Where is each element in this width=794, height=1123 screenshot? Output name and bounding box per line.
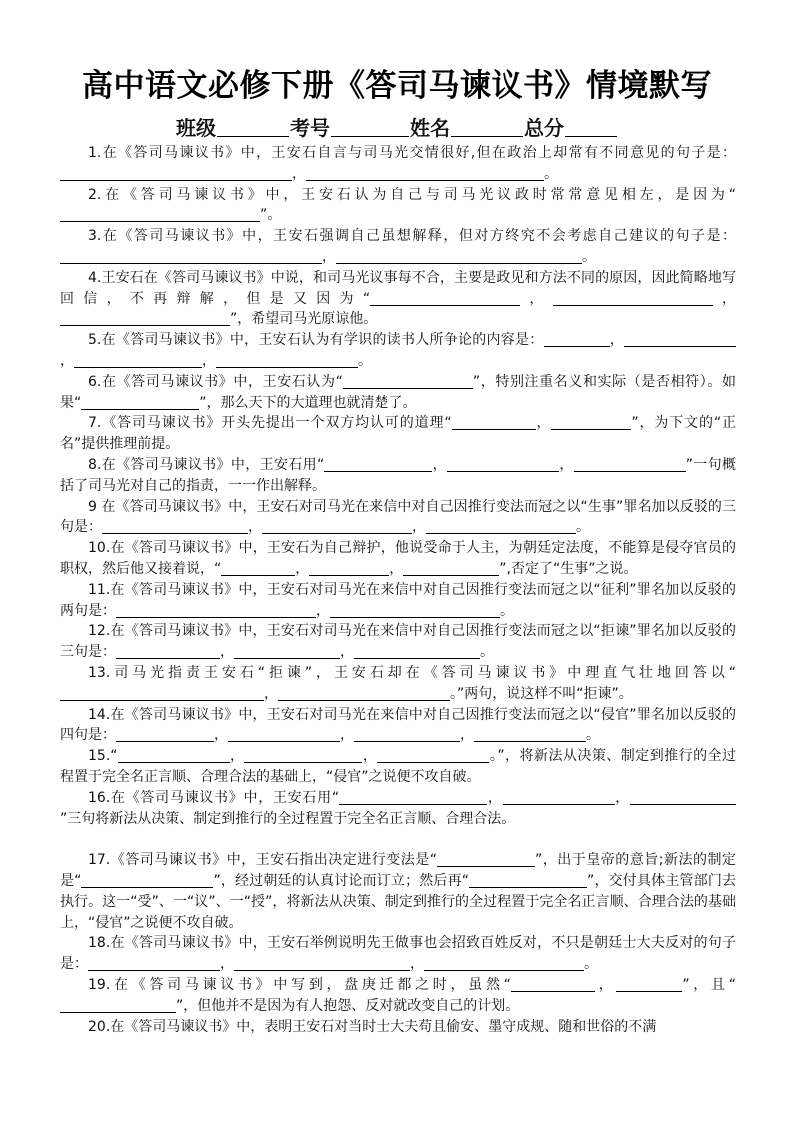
question-text: 9 在《答司马谏议书》中，王安石对司马光在来信中对自己因推行变法而冠之以“生事”罪名加以反驳的三句是： bbox=[60, 498, 736, 536]
question-text: ”，希望司马光原谅他。 bbox=[230, 311, 378, 328]
question-text: ， bbox=[609, 332, 625, 349]
field-blank[interactable] bbox=[217, 118, 289, 137]
answer-blank[interactable] bbox=[60, 248, 322, 264]
answer-blank[interactable] bbox=[452, 414, 536, 430]
answer-blank[interactable] bbox=[354, 726, 460, 742]
answer-blank[interactable] bbox=[118, 747, 230, 763]
question-text: 20.在《答司马谏议书》中，表明王安石对当时士大夫苟且偷安、墨守成规、随和世俗的不满 bbox=[88, 1018, 657, 1035]
question-text: ”，且“ bbox=[682, 977, 736, 994]
question-item bbox=[60, 455, 736, 497]
field-label: 考号 bbox=[290, 116, 330, 140]
page-title: 高中语文必修下册《答司马谏议书》情境默写 bbox=[82, 68, 712, 104]
question-text: ”，那么天下的大道理也就清楚了。 bbox=[199, 394, 417, 411]
answer-blank[interactable] bbox=[377, 747, 489, 763]
question-text: 。 bbox=[586, 727, 600, 744]
question-item bbox=[60, 413, 736, 455]
question-text: ， bbox=[558, 456, 574, 473]
question-item bbox=[60, 788, 736, 830]
question-text: 7.《答司马谏议书》开头先提出一个双方均认可的道理“ bbox=[88, 415, 452, 432]
answer-blank[interactable] bbox=[74, 352, 202, 368]
question-text: 13.司马光指责王安石“拒谏”，王安石却在《答司马谏议书》中理直气壮地回答以“ bbox=[88, 664, 736, 681]
question-text: ， bbox=[220, 956, 234, 973]
question-text: ”,否定了“生事”之说。 bbox=[499, 560, 638, 577]
question-text: ， bbox=[460, 727, 474, 744]
answer-blank[interactable] bbox=[116, 602, 316, 618]
answer-blank[interactable] bbox=[102, 518, 248, 534]
question-text: 5.在《答司马谏议书》中，王安石认为有学识的读书人所争论的内容是： bbox=[88, 332, 544, 349]
answer-blank[interactable] bbox=[228, 726, 340, 742]
question-item bbox=[60, 975, 736, 1017]
question-text: ， bbox=[362, 748, 378, 765]
answer-blank[interactable] bbox=[244, 747, 362, 763]
question-list bbox=[60, 143, 736, 1037]
answer-blank[interactable] bbox=[503, 789, 615, 805]
answer-blank[interactable] bbox=[447, 456, 559, 472]
field-blank[interactable] bbox=[565, 118, 617, 137]
question-text: 。 bbox=[584, 956, 598, 973]
question-item bbox=[60, 372, 736, 414]
student-info-line bbox=[0, 112, 794, 141]
answer-blank[interactable] bbox=[81, 872, 213, 888]
question-text: ， bbox=[229, 748, 245, 765]
question-text: ”，出于皇帝的意旨;新法的制定是“ bbox=[60, 852, 736, 890]
answer-blank[interactable] bbox=[551, 414, 631, 430]
answer-blank[interactable] bbox=[234, 955, 410, 971]
answer-blank[interactable] bbox=[278, 685, 450, 701]
question-text: ， bbox=[594, 977, 617, 994]
question-text: ， bbox=[322, 248, 336, 265]
answer-blank[interactable] bbox=[574, 456, 686, 472]
question-item bbox=[60, 497, 736, 539]
answer-blank[interactable] bbox=[60, 997, 176, 1013]
question-text: 2.在《答司马谏议书》中，王安石认为自己与司马光议政时常常意见相左，是因为“ bbox=[88, 186, 736, 203]
answer-blank[interactable] bbox=[437, 851, 535, 867]
question-text: 6.在《答司马谏议书》中，王安石认为“ bbox=[88, 373, 343, 390]
question-item bbox=[60, 268, 736, 330]
question-text: ”一句概括了司马光对自己的指责，一一作出解释。 bbox=[60, 456, 737, 494]
question-text: ， bbox=[248, 519, 262, 536]
question-text: ， bbox=[202, 352, 216, 369]
answer-blank[interactable] bbox=[630, 789, 736, 805]
answer-blank[interactable] bbox=[60, 685, 264, 701]
answer-blank[interactable] bbox=[336, 248, 582, 264]
question-text: ， bbox=[295, 560, 310, 577]
question-text: ， bbox=[520, 290, 553, 307]
question-item bbox=[60, 580, 736, 622]
question-text: 。 bbox=[500, 602, 514, 619]
question-item bbox=[60, 538, 736, 580]
question-item bbox=[60, 933, 736, 975]
answer-blank[interactable] bbox=[553, 290, 713, 306]
question-text: ， bbox=[214, 727, 228, 744]
question-text: ， bbox=[220, 644, 234, 661]
question-text: ， bbox=[389, 560, 404, 577]
answer-blank[interactable] bbox=[343, 373, 473, 389]
answer-blank[interactable] bbox=[616, 976, 682, 992]
answer-blank[interactable] bbox=[469, 872, 587, 888]
answer-blank[interactable] bbox=[339, 789, 487, 805]
question-text: 。”两句，说这样不叫“拒谏”。 bbox=[450, 685, 633, 702]
question-text: 。 bbox=[358, 352, 372, 369]
question-item bbox=[60, 330, 736, 372]
question-text: ， bbox=[432, 456, 447, 473]
question-text: ， bbox=[340, 727, 354, 744]
answer-blank[interactable] bbox=[309, 560, 389, 576]
answer-blank[interactable] bbox=[426, 518, 576, 534]
question-text: 4.王安石在《答司马谏议书》中说，和司马光议事每不合，主要是政见和方法不同的原因，因此简略地写回信，不再辩解，但是又因为“ bbox=[60, 269, 736, 307]
field-label: 班级 bbox=[176, 116, 216, 140]
answer-blank[interactable] bbox=[60, 165, 292, 181]
answer-blank[interactable] bbox=[370, 290, 520, 306]
answer-blank[interactable] bbox=[330, 602, 500, 618]
question-text: 18.在《答司马谏议书》中，王安石举例说明先王做事也会招致百姓反对，不只是朝廷士大夫反对的句子是： bbox=[60, 935, 736, 973]
answer-blank[interactable] bbox=[234, 643, 340, 659]
field-label: 姓名 bbox=[410, 116, 450, 140]
question-text: 12.在《答司马谏议书》中，王安石对司马光在来信中对自己因推行变法而冠之以“拒谏”罪名加以反驳的三句是： bbox=[60, 623, 736, 661]
question-item bbox=[60, 663, 736, 705]
question-text: 。 bbox=[576, 519, 590, 536]
question-text: ”，但他并不是因为有人抱怨、反对就改变自己的计划。 bbox=[176, 997, 520, 1014]
question-text: 19.在《答司马谏议书》中写到，盘庚迁都之时，虽然“ bbox=[88, 977, 511, 994]
question-text: ， bbox=[410, 956, 424, 973]
question-text: ， bbox=[60, 352, 74, 369]
question-text: ”，经过朝廷的认真讨论而订立；然后再“ bbox=[213, 873, 470, 890]
question-text: ， bbox=[535, 415, 552, 432]
question-item bbox=[60, 621, 736, 663]
question-text: 11.在《答司马谏议书》中，王安石对司马光在来信中对自己因推行变法而冠之以“征利”罪名加以反驳的两句是： bbox=[60, 581, 736, 619]
question-text: ， bbox=[712, 290, 736, 307]
field-blank[interactable] bbox=[331, 118, 409, 137]
question-text: 10.在《答司马谏议书》中，王安石为自己辩护，他说受命于人主，为朝廷定法度，不能算是侵夺官员的职权，然后他又接着说，“ bbox=[60, 540, 736, 577]
question-item bbox=[60, 705, 736, 747]
field-blank[interactable] bbox=[451, 118, 523, 137]
answer-blank[interactable] bbox=[88, 955, 220, 971]
answer-blank[interactable] bbox=[306, 165, 544, 181]
answer-blank[interactable] bbox=[216, 352, 358, 368]
question-text: 。 bbox=[582, 248, 596, 265]
question-text: 17.《答司马谏议书》中，王安石指出决定进行变法是“ bbox=[88, 852, 438, 869]
answer-blank[interactable] bbox=[474, 726, 586, 742]
answer-blank[interactable] bbox=[221, 560, 295, 576]
field-label: 总分 bbox=[524, 116, 564, 140]
question-text: ”，特别注重名义和实际（是否相符）。如果“ bbox=[60, 373, 736, 411]
answer-blank[interactable] bbox=[262, 518, 412, 534]
spacer bbox=[60, 829, 736, 850]
question-text: ， bbox=[264, 685, 278, 702]
question-text: 8.在《答司马谏议书》中，王安石用“ bbox=[88, 456, 325, 473]
question-text: ， bbox=[614, 789, 630, 806]
question-item bbox=[60, 143, 736, 185]
answer-blank[interactable] bbox=[116, 643, 220, 659]
question-text: 。 bbox=[544, 165, 558, 182]
question-text: 15.“ bbox=[88, 748, 118, 765]
question-text: 14.在《答司马谏议书》中，王安石对司马光在来信中对自己因推行变法而冠之以“侵官”罪名加以反驳的四句是： bbox=[60, 706, 736, 744]
answer-blank[interactable] bbox=[511, 976, 595, 992]
question-item bbox=[60, 185, 736, 227]
answer-blank[interactable] bbox=[116, 726, 214, 742]
answer-blank[interactable] bbox=[403, 560, 499, 576]
question-text: 16.在《答司马谏议书》中，王安石用“ bbox=[88, 789, 340, 806]
question-item bbox=[60, 1017, 736, 1038]
question-item bbox=[60, 746, 736, 788]
question-text: ， bbox=[340, 644, 354, 661]
answer-blank[interactable] bbox=[81, 394, 199, 410]
question-text: ， bbox=[316, 602, 330, 619]
question-item bbox=[60, 850, 736, 933]
question-text: ， bbox=[292, 165, 306, 182]
question-text: ， bbox=[412, 519, 426, 536]
question-text: ”，为下文的“正名”提供推理前提。 bbox=[60, 415, 736, 453]
question-text: ”，交付具体主管部门去执行。这一“受”、一“议”、一“授”，将新法从决策、制定到推行的全过程置于完全名正言顺、合理合法的基础上，“侵官”之说便不攻自破。 bbox=[60, 873, 736, 931]
question-text: ”三句将新法从决策、制定到推行的全过程置于完全名正言顺、合理合法。 bbox=[60, 810, 516, 827]
answer-blank[interactable] bbox=[324, 456, 432, 472]
answer-blank[interactable] bbox=[544, 331, 610, 347]
question-text: ”。 bbox=[260, 207, 282, 224]
question-text: 。”，将新法从决策、制定到推行的全过程置于完全名正言顺、合理合法的基础上，“侵官”之说便不攻自破。 bbox=[60, 748, 737, 785]
answer-blank[interactable] bbox=[354, 643, 480, 659]
question-text: 。 bbox=[480, 644, 494, 661]
question-text: ， bbox=[487, 789, 503, 806]
answer-blank[interactable] bbox=[624, 331, 736, 347]
answer-blank[interactable] bbox=[60, 310, 230, 326]
answer-blank[interactable] bbox=[424, 955, 584, 971]
answer-blank[interactable] bbox=[60, 206, 260, 222]
question-text: 3.在《答司马谏议书》中，王安石强调自己虽想解释，但对方终究不会考虑自己建议的句子是： bbox=[88, 228, 736, 245]
question-text: 1.在《答司马谏议书》中，王安石自言与司马光交情很好,但在政治上却常有不同意见的句子是： bbox=[88, 145, 736, 161]
question-item bbox=[60, 226, 736, 268]
